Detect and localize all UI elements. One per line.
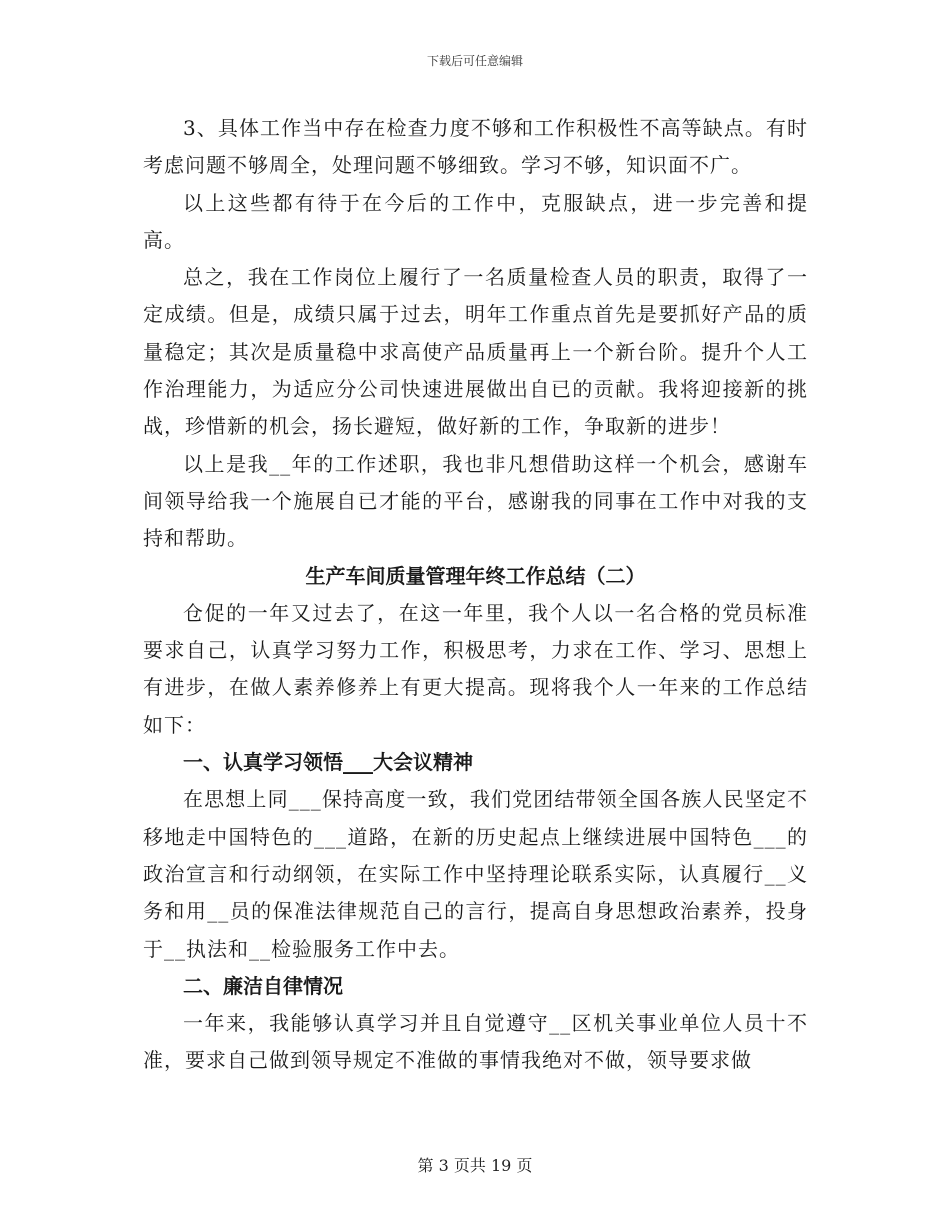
page-footer: 第 3 页共 19 页 [417, 1156, 533, 1175]
paragraph: 一年来，我能够认真学习并且自觉遵守__区机关事业单位人员十不准，要求自己做到领导规定不准做的事情我绝对不做，领导要求做 [143, 1011, 808, 1073]
paragraph: 仓促的一年又过去了，在这一年里，我个人以一名合格的党员标准要求自己，认真学习努力工作，积极思考，力求在工作、学习、思想上有进步，在做人素养修养上有更大提高。现将我个人一年来的工作总结如下： [143, 600, 808, 737]
paragraph: 以上这些都有待于在今后的工作中，克服缺点，进一步完善和提高。 [143, 190, 808, 252]
page-header: 下载后可任意编辑 [426, 54, 523, 68]
paragraph: 在思想上同___保持高度一致，我们党团结带领全国各族人民坚定不移地走中国特色的___道路，在新的历史起点上继续进展中国特色___的政治宣言和行动纲领，在实际工作中坚持理论联系实际，认真履行__义务和用__员的保准法律规范自己的言行，提高自身思想政治素养，投身于__执法和__检验服务工作中去。 [143, 787, 808, 961]
section-heading: 一、认真学习领悟___大会议精神 [183, 750, 473, 775]
section-heading: 二、廉洁自律情况 [183, 973, 343, 998]
document-body [143, 110, 808, 1080]
paragraph: 以上是我__年的工作述职，我也非凡想借助这样一个机会，感谢车间领导给我一个施展自已才能的平台，感谢我的同事在工作中对我的支持和帮助。 [143, 451, 808, 551]
paragraph: 3、具体工作当中存在检查力度不够和工作积极性不高等缺点。有时考虑问题不够周全，处理问题不够细致。学习不够，知识面不广。 [143, 116, 808, 178]
section-title: 生产车间质量管理年终工作总结（二） [305, 563, 646, 588]
paragraph: 总之，我在工作岗位上履行了一名质量检查人员的职责，取得了一定成绩。但是，成绩只属于过去，明年工作重点首先是要抓好产品的质量稳定；其次是质量稳中求高使产品质量再上一个新台阶。提升个人工作治理能力，为适应分公司快速进展做出自已的贡献。我将迎接新的挑战，珍惜新的机会，扬长避短，做好新的工作，争取新的进步！ [143, 265, 808, 439]
